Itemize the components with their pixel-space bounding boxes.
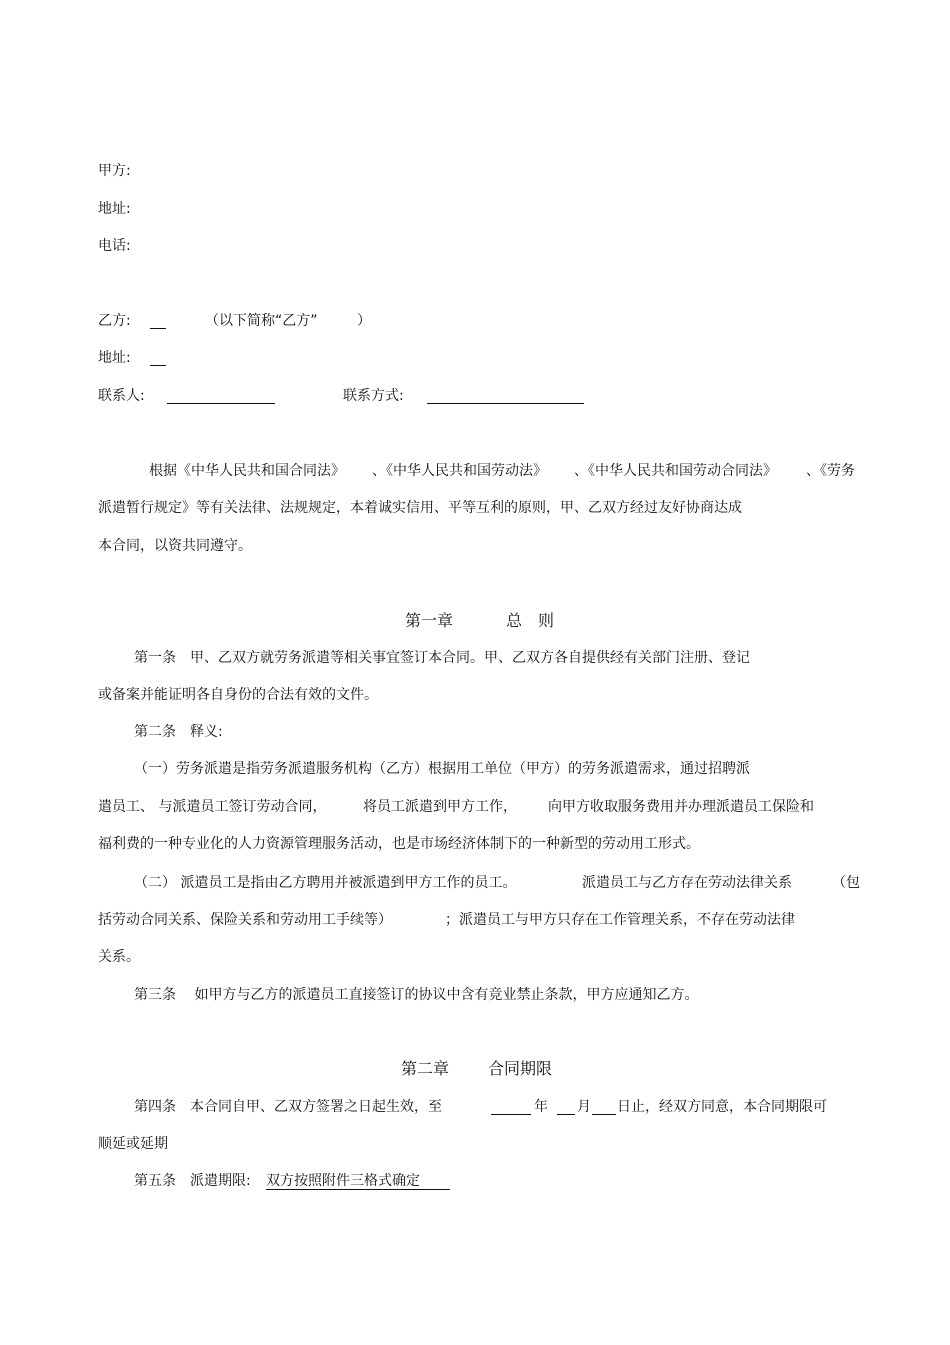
definition1-line1: （一）劳务派遣是指劳务派遣服务机构（乙方）根据用工单位（甲方）的劳务派遣需求，通过招聘派 [134, 761, 750, 777]
definition1-line2-b: 将员工派遣到甲方工作， [363, 799, 517, 815]
party-b-contact-method-label: 联系方式: [343, 388, 404, 404]
party-b-alias: （以下简称“乙方” [205, 313, 318, 329]
article5-a: 第五条 派遣期限: [134, 1173, 251, 1189]
party-b-contact-blank[interactable] [167, 389, 275, 404]
article3: 第三条 如甲方与乙方的派遣员工直接签订的协议中含有竞业禁止条款，甲方应通知乙方。 [134, 987, 699, 1003]
article4-line2: 顺延或延期 [98, 1136, 168, 1152]
preamble-line1-b: 、《中华人民共和国劳动法》 [372, 463, 547, 479]
definition2-line2-a: 括劳动合同关系、保险关系和劳动用工手续等） [98, 912, 392, 928]
article5-b-text: 双方按照附件三格式确定 [266, 1173, 450, 1190]
definition1-line3: 福利费的一种专业化的人力资源管理服务活动，也是市场经济体制下的一种新型的劳动用工形式。 [98, 836, 700, 852]
party-b-alias-close: ） [357, 313, 371, 329]
preamble-line1-c: 、《中华人民共和国劳动合同法》 [574, 463, 777, 479]
party-b-address-blank[interactable] [150, 351, 166, 366]
party-a-phone-label: 电话: [98, 238, 131, 254]
article4-line1-a: 第四条 本合同自甲、乙双方签署之日起生效，至 [134, 1099, 442, 1115]
chapter2-title-name: 合同期限 [488, 1059, 553, 1078]
party-b-name-blank[interactable] [150, 314, 166, 329]
definition2-line2-b: ；派遣员工与甲方只存在工作管理关系，不存在劳动法律 [445, 912, 795, 928]
definition2-line1-b: 派遣员工与乙方存在劳动法律关系 [582, 875, 792, 891]
chapter2-title-number: 第二章 [401, 1059, 450, 1078]
party-b-contact-label: 联系人: [98, 388, 145, 404]
definition1-line2-c: 向甲方收取服务费用并办理派遣员工保险和 [548, 799, 814, 815]
party-b-address-label: 地址: [98, 350, 131, 366]
article4-year: 年 [534, 1099, 548, 1115]
article5-b[interactable] [266, 1172, 450, 1190]
party-b-contact-method-blank[interactable] [427, 389, 584, 404]
definition1-line2-a: 遣员工、 与派遣员工签订劳动合同， [98, 799, 327, 815]
article4-day-blank[interactable] [592, 1100, 616, 1115]
preamble-line2: 派遣暂行规定》等有关法律、法规规定，本着诚实信用、平等互利的原则，甲、乙双方经过友好协商达成 [98, 500, 742, 516]
preamble-line1-d: 、《劳务 [806, 463, 855, 479]
article4-day: 日止，经双方同意，本合同期限可 [617, 1099, 827, 1115]
article1-line2: 或备案并能证明各自身份的合法有效的文件。 [98, 687, 378, 703]
definition2-line3: 关系。 [98, 949, 140, 965]
party-a-address-label: 地址: [98, 201, 131, 217]
article1-line1: 第一条 甲、乙双方就劳务派遣等相关事宜签订本合同。甲、乙双方各自提供经有关部门注册、登记 [134, 650, 750, 666]
chapter1-title-name: 总 则 [506, 611, 555, 630]
party-a-label: 甲方: [98, 163, 131, 179]
article4-month: 月 [577, 1099, 591, 1115]
chapter1-title-number: 第一章 [405, 611, 454, 630]
article4-month-blank[interactable] [557, 1100, 575, 1115]
definition2-line1-a: （二） 派遣员工是指由乙方聘用并被派遣到甲方工作的员工。 [134, 875, 517, 891]
party-b-label: 乙方: [98, 313, 131, 329]
article4-year-blank[interactable] [491, 1100, 531, 1115]
article2-title: 第二条 释义: [134, 724, 223, 740]
preamble-line1-a: 根据《中华人民共和国合同法》 [149, 463, 345, 479]
preamble-line3: 本合同，以资共同遵守。 [98, 538, 252, 554]
definition2-line1-c: （包 [832, 875, 860, 891]
